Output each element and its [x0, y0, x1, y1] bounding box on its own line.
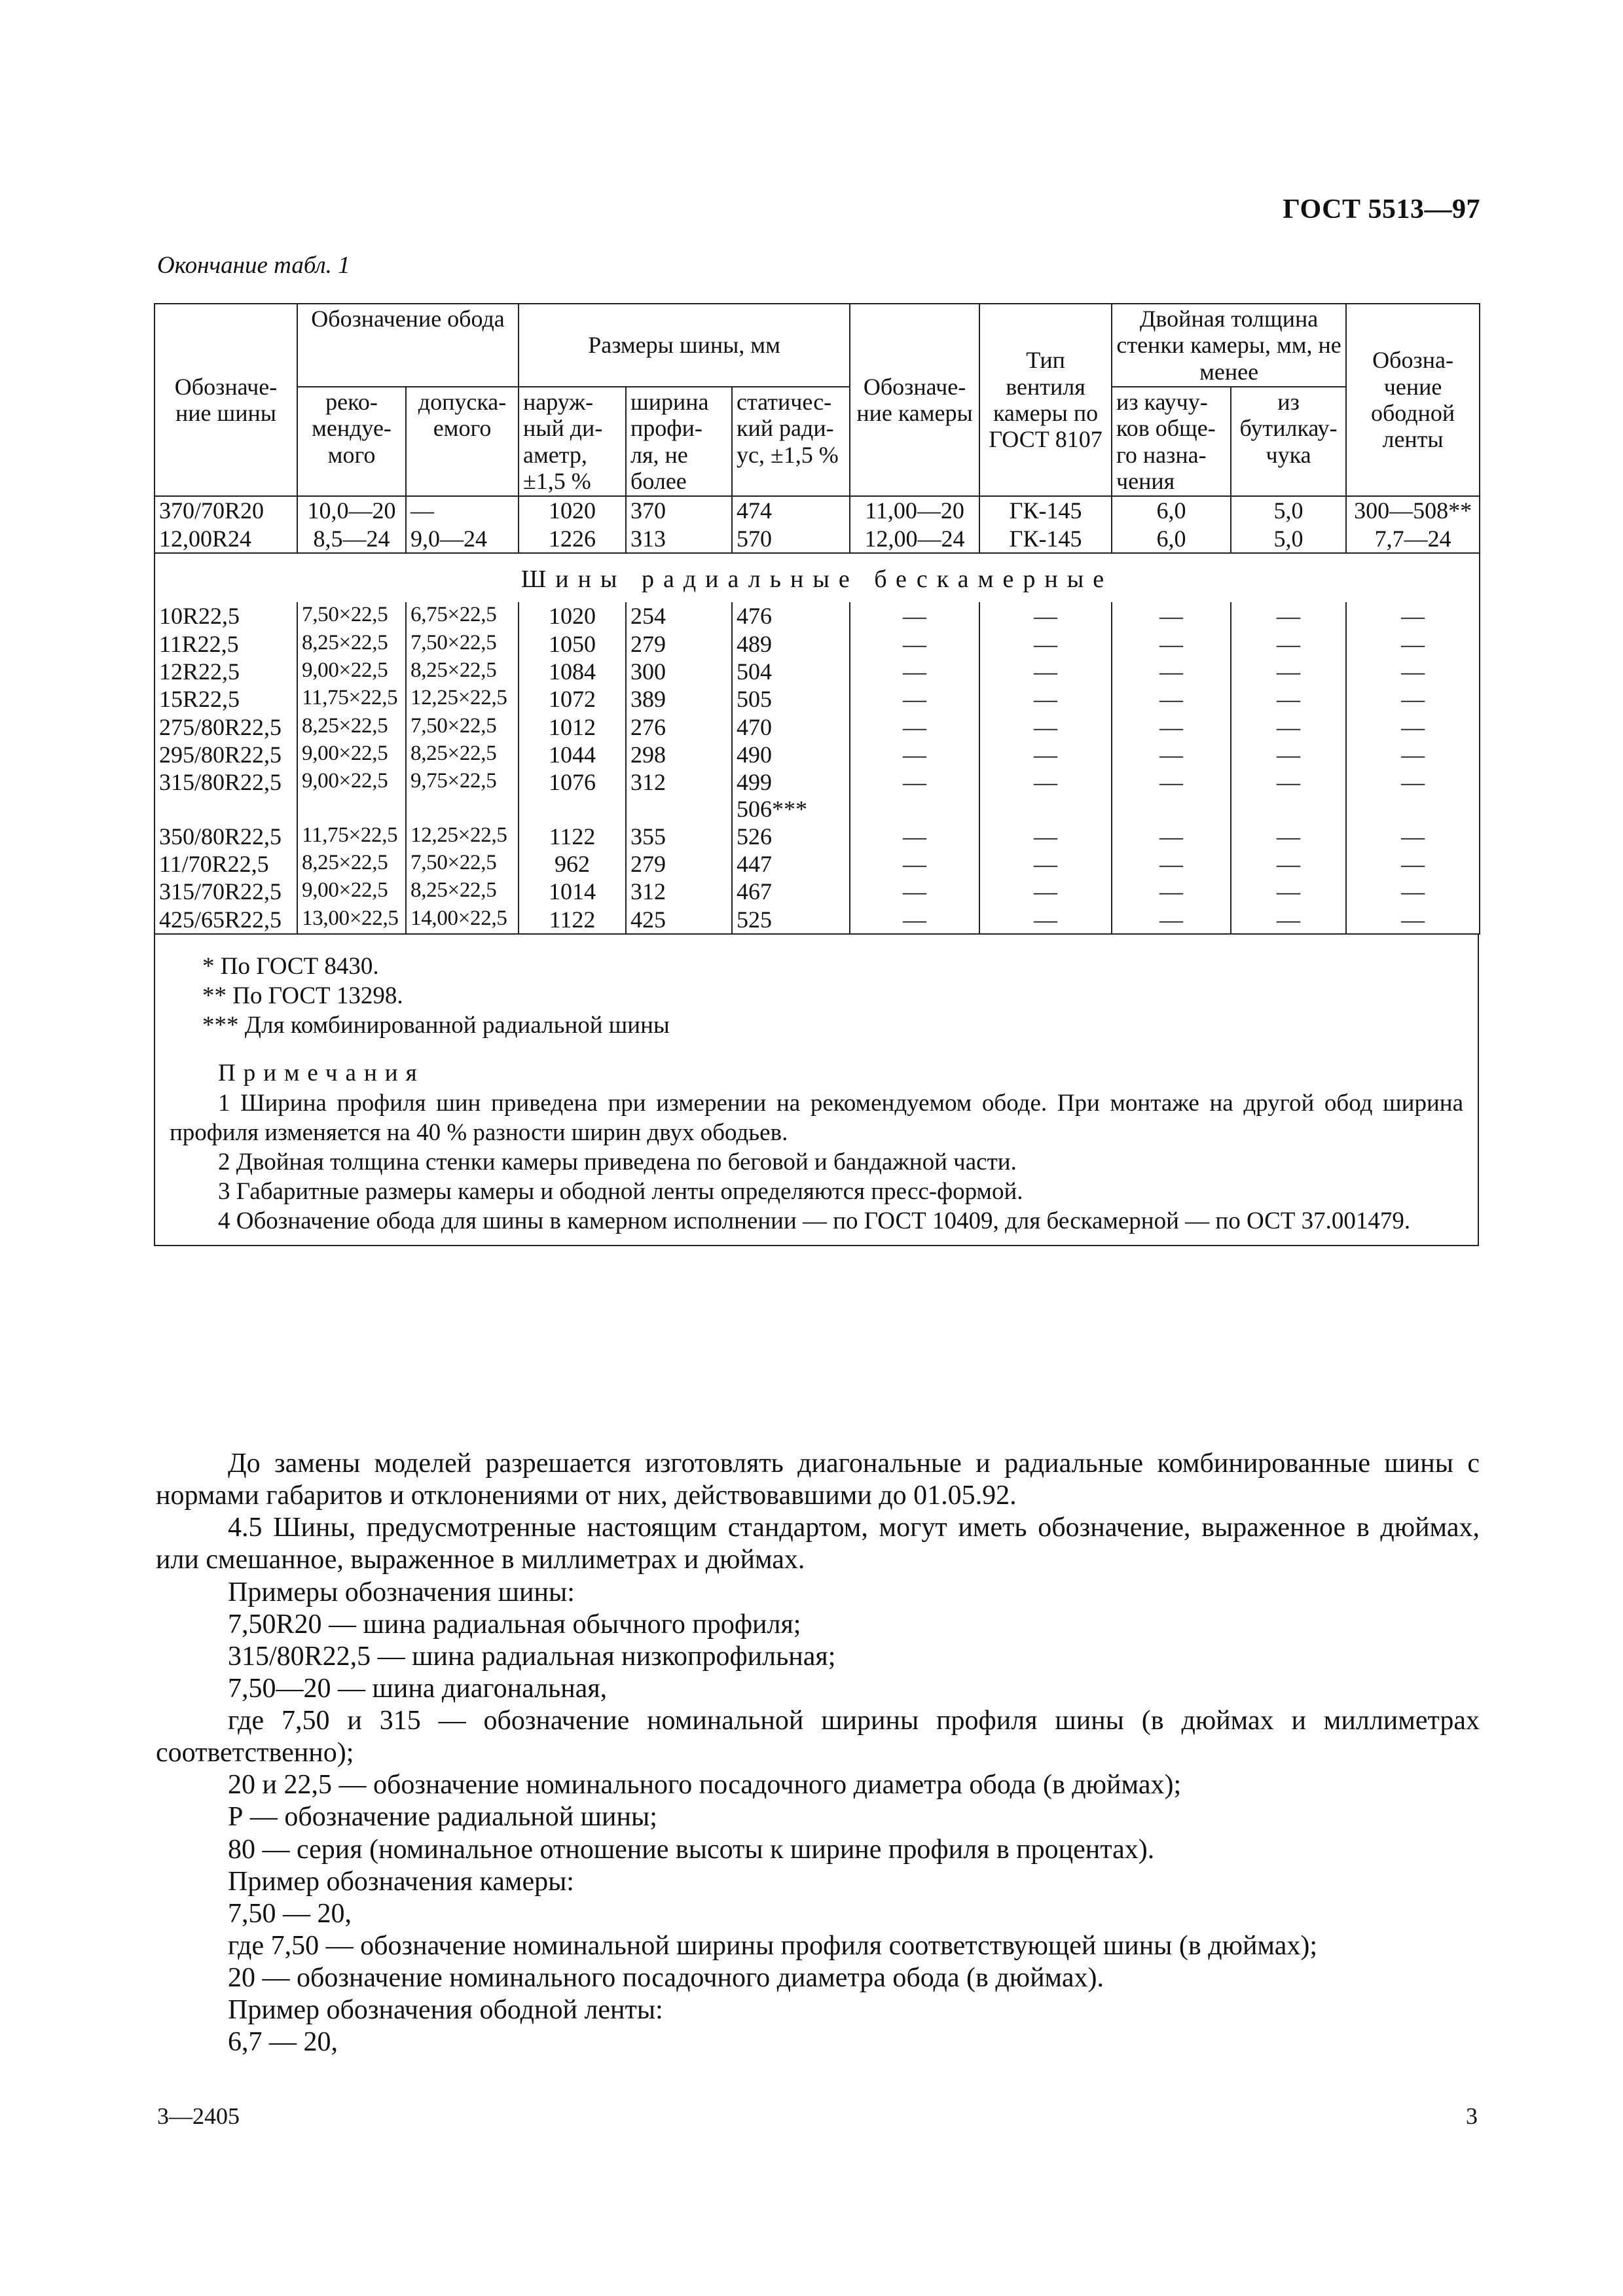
- table-row: [155, 713, 1480, 741]
- cell-wall-general: —: [1112, 658, 1231, 685]
- cell-wall-general: —: [1112, 741, 1231, 768]
- col-rim-designation: Обозначение обода: [297, 304, 519, 387]
- cell-profile-width: 370: [626, 496, 732, 524]
- cell-tube: 11,00—20: [850, 496, 979, 524]
- cell-rim-recommended: 8,5—24: [297, 525, 406, 553]
- paragraph-models: До замены моделей разрешается изготовлять диагональные и радиальные комбинированные шины с нормами габаритов и отклонениями от них, действовавшими до 01.05.92.: [156, 1448, 1480, 1511]
- text-line: Пример обозначения камеры:: [228, 1866, 574, 1897]
- cell-profile-width: 355: [626, 823, 732, 850]
- text-line: 80 — серия (номинальное отношение высоты к ширине профиля в процентах).: [228, 1834, 1155, 1865]
- col-profile-width: ширина профи-ля, не более: [626, 387, 732, 496]
- cell-tire: 425/65R22,5: [155, 906, 297, 934]
- text-line: 7,50R20 — шина радиальная обычного профиля;: [228, 1609, 801, 1640]
- col-rim-recommended: реко-мендуе-мого: [297, 387, 406, 496]
- cell-static-radius: 526: [732, 823, 850, 850]
- cell-wall-butyl: —: [1231, 850, 1346, 878]
- cell-outer-diameter: 1122: [519, 906, 626, 934]
- footnote-2: ** По ГОСТ 13298.: [202, 982, 403, 1010]
- text-line: где 7,50 — обозначение номинальной ширины профиля соответствующей шины (в дюймах);: [228, 1930, 1318, 1961]
- cell-static-radius: 504: [732, 658, 850, 685]
- col-outer-diameter: наруж-ный ди-аметр, ±1,5 %: [519, 387, 626, 496]
- table-row: [155, 768, 1480, 823]
- cell-tire: 12R22,5: [155, 658, 297, 685]
- note-3: 3 Габаритные размеры камеры и ободной ленты определяются пресс-формой.: [218, 1177, 1023, 1205]
- table-row: [155, 906, 1480, 934]
- cell-flap: —: [1346, 713, 1480, 741]
- cell-rim-allowed: 8,25×22,5: [406, 658, 519, 685]
- cell-rim-recommended: 11,75×22,5: [297, 823, 406, 850]
- cell-outer-diameter: 1020: [519, 602, 626, 630]
- cell-rim-recommended: 11,75×22,5: [297, 685, 406, 713]
- text-line: Р — обозначение радиальной шины;: [228, 1802, 657, 1833]
- cell-rim-allowed: 9,0—24: [406, 525, 519, 553]
- cell-outer-diameter: 1014: [519, 878, 626, 905]
- cell-valve: ГК-145: [979, 525, 1112, 553]
- cell-tire: 315/70R22,5: [155, 878, 297, 905]
- cell-rim-allowed: 7,50×22,5: [406, 630, 519, 658]
- cell-profile-width: 313: [626, 525, 732, 553]
- cell-rim-recommended: 8,25×22,5: [297, 850, 406, 878]
- col-tube-designation: Обозначе-ние камеры: [850, 304, 979, 496]
- cell-static-radius: 467: [732, 878, 850, 905]
- cell-rim-recommended: 9,00×22,5: [297, 741, 406, 768]
- cell-wall-general: —: [1112, 630, 1231, 658]
- text-line: 7,50 — 20,: [228, 1898, 352, 1929]
- cell-static-radius: 499 506***: [732, 768, 850, 823]
- cell-tube: —: [850, 768, 979, 823]
- cell-tire: 11R22,5: [155, 630, 297, 658]
- cell-valve: —: [979, 850, 1112, 878]
- col-double-wall: Двойная толщина стенки камеры, мм, не менее: [1112, 304, 1346, 387]
- cell-tube: —: [850, 630, 979, 658]
- cell-profile-width: 254: [626, 602, 732, 630]
- note-2: 2 Двойная толщина стенки камеры приведена по беговой и бандажной части.: [218, 1148, 1017, 1175]
- cell-wall-butyl: —: [1231, 630, 1346, 658]
- notes-title: Примечания: [218, 1060, 425, 1087]
- cell-flap: —: [1346, 878, 1480, 905]
- cell-wall-butyl: 5,0: [1231, 525, 1346, 553]
- cell-outer-diameter: 1020: [519, 496, 626, 524]
- footnote-3: *** Для комбинированной радиальной шины: [202, 1012, 670, 1039]
- cell-tire: 315/80R22,5: [155, 768, 297, 823]
- table-row: [155, 630, 1480, 658]
- cell-wall-general: —: [1112, 850, 1231, 878]
- cell-flap: —: [1346, 685, 1480, 713]
- cell-wall-butyl: —: [1231, 768, 1346, 823]
- cell-profile-width: 312: [626, 768, 732, 823]
- cell-rim-allowed: 9,75×22,5: [406, 768, 519, 823]
- table-row: [155, 878, 1480, 905]
- cell-flap: —: [1346, 823, 1480, 850]
- cell-static-radius: 525: [732, 906, 850, 934]
- tire-spec-table-container: [154, 303, 1479, 1246]
- cell-wall-butyl: —: [1231, 741, 1346, 768]
- cell-static-radius: 474: [732, 496, 850, 524]
- cell-wall-general: —: [1112, 713, 1231, 741]
- cell-outer-diameter: 1084: [519, 658, 626, 685]
- cell-wall-general: —: [1112, 823, 1231, 850]
- cell-static-radius: 489: [732, 630, 850, 658]
- cell-tube: —: [850, 906, 979, 934]
- col-wall-general-rubber: из каучу-ков обще-го назна-чения: [1112, 387, 1231, 496]
- cell-tube: —: [850, 878, 979, 905]
- col-wall-butyl: из бутилкау-чука: [1231, 387, 1346, 496]
- cell-outer-diameter: 1226: [519, 525, 626, 553]
- cell-wall-general: —: [1112, 685, 1231, 713]
- cell-rim-recommended: 8,25×22,5: [297, 630, 406, 658]
- cell-wall-butyl: —: [1231, 823, 1346, 850]
- cell-outer-diameter: 962: [519, 850, 626, 878]
- cell-tube: —: [850, 658, 979, 685]
- section-row: [155, 553, 1480, 603]
- cell-profile-width: 300: [626, 658, 732, 685]
- cell-wall-butyl: —: [1231, 685, 1346, 713]
- cell-static-radius: 490: [732, 741, 850, 768]
- cell-profile-width: 425: [626, 906, 732, 934]
- col-tire-designation: Обозначе-ние шины: [155, 304, 297, 496]
- cell-tube: 12,00—24: [850, 525, 979, 553]
- table-row: [155, 658, 1480, 685]
- table-row: [155, 525, 1480, 553]
- table-row: [155, 823, 1480, 850]
- cell-outer-diameter: 1012: [519, 713, 626, 741]
- cell-rim-allowed: 14,00×22,5: [406, 906, 519, 934]
- cell-valve: —: [979, 658, 1112, 685]
- cell-wall-butyl: —: [1231, 906, 1346, 934]
- cell-tube: —: [850, 741, 979, 768]
- col-rim-allowed: допуска-емого: [406, 387, 519, 496]
- cell-outer-diameter: 1050: [519, 630, 626, 658]
- cell-profile-width: 276: [626, 713, 732, 741]
- cell-outer-diameter: 1076: [519, 768, 626, 823]
- cell-tube: —: [850, 823, 979, 850]
- cell-valve: —: [979, 685, 1112, 713]
- cell-flap: —: [1346, 741, 1480, 768]
- cell-rim-allowed: 8,25×22,5: [406, 878, 519, 905]
- cell-flap: —: [1346, 630, 1480, 658]
- cell-flap: 300—508**: [1346, 496, 1480, 524]
- cell-rim-recommended: 9,00×22,5: [297, 768, 406, 823]
- section-title: Шины радиальные бескамерные: [155, 553, 1480, 603]
- text-line: где 7,50 и 315 — обозначение номинальной ширины профиля шины (в дюймах и миллиметрах соответственно);: [156, 1706, 1480, 1768]
- tire-spec-table: [154, 303, 1480, 935]
- table-row: [155, 602, 1480, 630]
- cell-wall-general: —: [1112, 906, 1231, 934]
- cell-tire: 10R22,5: [155, 602, 297, 630]
- cell-tire: 295/80R22,5: [155, 741, 297, 768]
- cell-rim-recommended: 10,0—20: [297, 496, 406, 524]
- cell-rim-allowed: —: [406, 496, 519, 524]
- cell-wall-general: 6,0: [1112, 496, 1231, 524]
- col-tire-sizes: Размеры шины, мм: [519, 304, 850, 387]
- cell-rim-recommended: 8,25×22,5: [297, 713, 406, 741]
- table-row: [155, 685, 1480, 713]
- cell-flap: —: [1346, 602, 1480, 630]
- cell-tire: 370/70R20: [155, 496, 297, 524]
- text-line: 20 и 22,5 — обозначение номинального посадочного диаметра обода (в дюймах);: [228, 1770, 1182, 1801]
- text-line: 20 — обозначение номинального посадочного диаметра обода (в дюймах).: [228, 1963, 1104, 1993]
- cell-tube: —: [850, 850, 979, 878]
- table-caption: Окончание табл. 1: [157, 252, 350, 279]
- table-row: [155, 741, 1480, 768]
- cell-rim-allowed: 12,25×22,5: [406, 685, 519, 713]
- cell-wall-butyl: —: [1231, 602, 1346, 630]
- cell-static-radius: 470: [732, 713, 850, 741]
- standard-number: ГОСТ 5513—97: [1283, 194, 1480, 224]
- note-1: 1 Ширина профиля шин приведена при измерении на рекомендуемом ободе. При монтаже на другой обод ширина профиля изменяется на 40 % разности ширин двух ободьев.: [170, 1089, 1463, 1146]
- cell-wall-butyl: —: [1231, 658, 1346, 685]
- print-code: 3—2405: [157, 2103, 240, 2129]
- cell-profile-width: 279: [626, 630, 732, 658]
- cell-rim-allowed: 7,50×22,5: [406, 850, 519, 878]
- cell-static-radius: 505: [732, 685, 850, 713]
- cell-flap: 7,7—24: [1346, 525, 1480, 553]
- cell-wall-butyl: 5,0: [1231, 496, 1346, 524]
- cell-rim-recommended: 9,00×22,5: [297, 658, 406, 685]
- cell-rim-allowed: 8,25×22,5: [406, 741, 519, 768]
- cell-tire: 350/80R22,5: [155, 823, 297, 850]
- cell-outer-diameter: 1044: [519, 741, 626, 768]
- text-line: 6,7 — 20,: [228, 2027, 338, 2058]
- cell-profile-width: 312: [626, 878, 732, 905]
- body-text: [156, 1448, 1480, 2058]
- cell-rim-allowed: 7,50×22,5: [406, 713, 519, 741]
- cell-tube: —: [850, 685, 979, 713]
- text-line: Пример обозначения ободной ленты:: [228, 1995, 663, 2026]
- cell-tire: 11/70R22,5: [155, 850, 297, 878]
- cell-profile-width: 279: [626, 850, 732, 878]
- cell-wall-general: —: [1112, 602, 1231, 630]
- cell-tube: —: [850, 602, 979, 630]
- cell-rim-allowed: 6,75×22,5: [406, 602, 519, 630]
- cell-valve: —: [979, 713, 1112, 741]
- cell-valve: —: [979, 768, 1112, 823]
- cell-tube: —: [850, 713, 979, 741]
- cell-rim-allowed: 12,25×22,5: [406, 823, 519, 850]
- cell-flap: —: [1346, 768, 1480, 823]
- footnote-1: * По ГОСТ 8430.: [202, 953, 379, 980]
- cell-valve: —: [979, 906, 1112, 934]
- cell-static-radius: 570: [732, 525, 850, 553]
- col-static-radius: статичес-кий ради-ус, ±1,5 %: [732, 387, 850, 496]
- paragraph-4-5: 4.5 Шины, предусмотренные настоящим стандартом, могут иметь обозначение, выраженное в дюймах, или смешанное, выраженное в миллиметрах и дюймах.: [156, 1513, 1480, 1575]
- cell-rim-recommended: 9,00×22,5: [297, 878, 406, 905]
- col-valve-type: Тип вентиля камеры по ГОСТ 8107: [979, 304, 1112, 496]
- cell-valve: —: [979, 602, 1112, 630]
- page-number: 3: [1466, 2103, 1478, 2129]
- notes-box: [154, 935, 1479, 1246]
- text-line: 7,50—20 — шина диагональная,: [228, 1673, 608, 1704]
- table-row: [155, 496, 1480, 524]
- cell-outer-diameter: 1072: [519, 685, 626, 713]
- text-line: Примеры обозначения шины:: [228, 1577, 575, 1607]
- cell-wall-general: —: [1112, 768, 1231, 823]
- table-row: [155, 850, 1480, 878]
- cell-outer-diameter: 1122: [519, 823, 626, 850]
- cell-static-radius: 476: [732, 602, 850, 630]
- cell-flap: —: [1346, 850, 1480, 878]
- cell-wall-general: —: [1112, 878, 1231, 905]
- table-header: [155, 304, 1480, 496]
- cell-rim-recommended: 7,50×22,5: [297, 602, 406, 630]
- cell-valve: —: [979, 630, 1112, 658]
- text-line: 315/80R22,5 — шина радиальная низкопрофильная;: [228, 1641, 836, 1672]
- cell-profile-width: 298: [626, 741, 732, 768]
- cell-rim-recommended: 13,00×22,5: [297, 906, 406, 934]
- cell-valve: —: [979, 741, 1112, 768]
- cell-valve: —: [979, 878, 1112, 905]
- cell-flap: —: [1346, 906, 1480, 934]
- note-4: 4 Обозначение обода для шины в камерном исполнении — по ГОСТ 10409, для бескамерной — по ОСТ 37.001479.: [218, 1208, 1411, 1235]
- cell-tire: 12,00R24: [155, 525, 297, 553]
- cell-static-radius: 447: [732, 850, 850, 878]
- cell-tire: 15R22,5: [155, 685, 297, 713]
- cell-wall-general: 6,0: [1112, 525, 1231, 553]
- cell-profile-width: 389: [626, 685, 732, 713]
- table-body: [155, 496, 1480, 935]
- cell-flap: —: [1346, 658, 1480, 685]
- cell-wall-butyl: —: [1231, 878, 1346, 905]
- cell-valve: —: [979, 823, 1112, 850]
- cell-valve: ГК-145: [979, 496, 1112, 524]
- cell-wall-butyl: —: [1231, 713, 1346, 741]
- col-flap-designation: Обозна-чение ободной ленты: [1346, 304, 1480, 496]
- cell-tire: 275/80R22,5: [155, 713, 297, 741]
